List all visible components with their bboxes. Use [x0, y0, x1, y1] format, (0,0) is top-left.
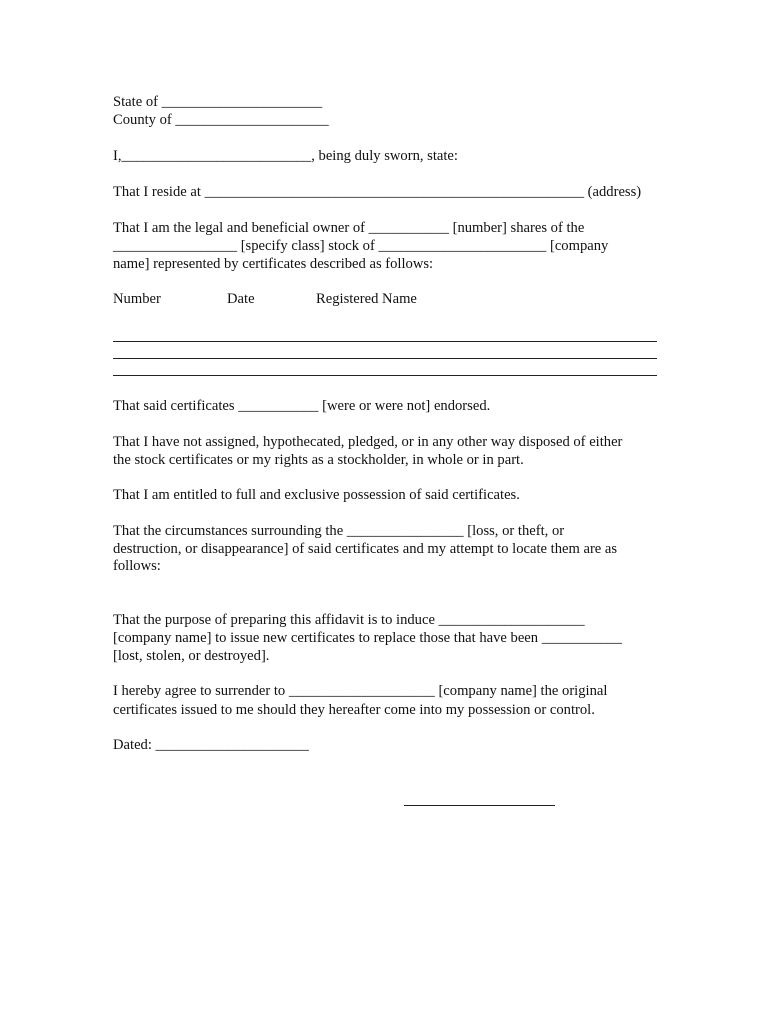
- table-header-number: Number: [113, 291, 161, 307]
- endorsed-statement: That said certificates ___________ [were or were not] endorsed.: [113, 398, 491, 414]
- purpose-line-1: That the purpose of preparing this affidavit is to induce ____________________: [113, 612, 585, 628]
- table-header-date: Date: [227, 291, 255, 307]
- surrender-line-2: certificates issued to me should they hereafter come into my possession or control.: [113, 702, 595, 718]
- not-assigned-line-2: the stock certificates or my rights as a stockholder, in whole or in part.: [113, 452, 524, 468]
- not-assigned-line-1: That I have not assigned, hypothecated, pledged, or in any other way disposed of either: [113, 434, 623, 450]
- residence-line: That I reside at ____________________________________________________ (address): [113, 184, 642, 200]
- surrender-line-1: I hereby agree to surrender to ____________________ [company name] the original: [113, 683, 608, 699]
- signature-line: [404, 805, 555, 806]
- certificate-row-line: [113, 341, 657, 342]
- state-line: State of ______________________: [113, 94, 323, 110]
- circumstances-line-1: That the circumstances surrounding the ________________ [loss, or theft, or: [113, 523, 565, 539]
- dated-line: Dated: _____________________: [113, 737, 309, 753]
- sworn-statement: I,__________________________, being duly sworn, state:: [113, 148, 458, 164]
- ownership-line-1: That I am the legal and beneficial owner of ___________ [number] shares of the: [113, 220, 585, 236]
- circumstances-line-2: destruction, or disappearance] of said certificates and my attempt to locate them are as: [113, 541, 618, 557]
- county-line: County of _____________________: [113, 112, 329, 128]
- purpose-line-3: [lost, stolen, or destroyed].: [113, 648, 270, 664]
- table-header-registered-name: Registered Name: [316, 291, 417, 307]
- ownership-line-2: _________________ [specify class] stock of _______________________ [company: [113, 238, 609, 254]
- certificate-row-line: [113, 375, 657, 376]
- certificate-row-line: [113, 358, 657, 359]
- circumstances-line-3: follows:: [113, 558, 161, 574]
- ownership-line-3: name] represented by certificates described as follows:: [113, 256, 434, 272]
- entitled-statement: That I am entitled to full and exclusive possession of said certificates.: [113, 487, 520, 503]
- purpose-line-2: [company name] to issue new certificates to replace those that have been ___________: [113, 630, 622, 646]
